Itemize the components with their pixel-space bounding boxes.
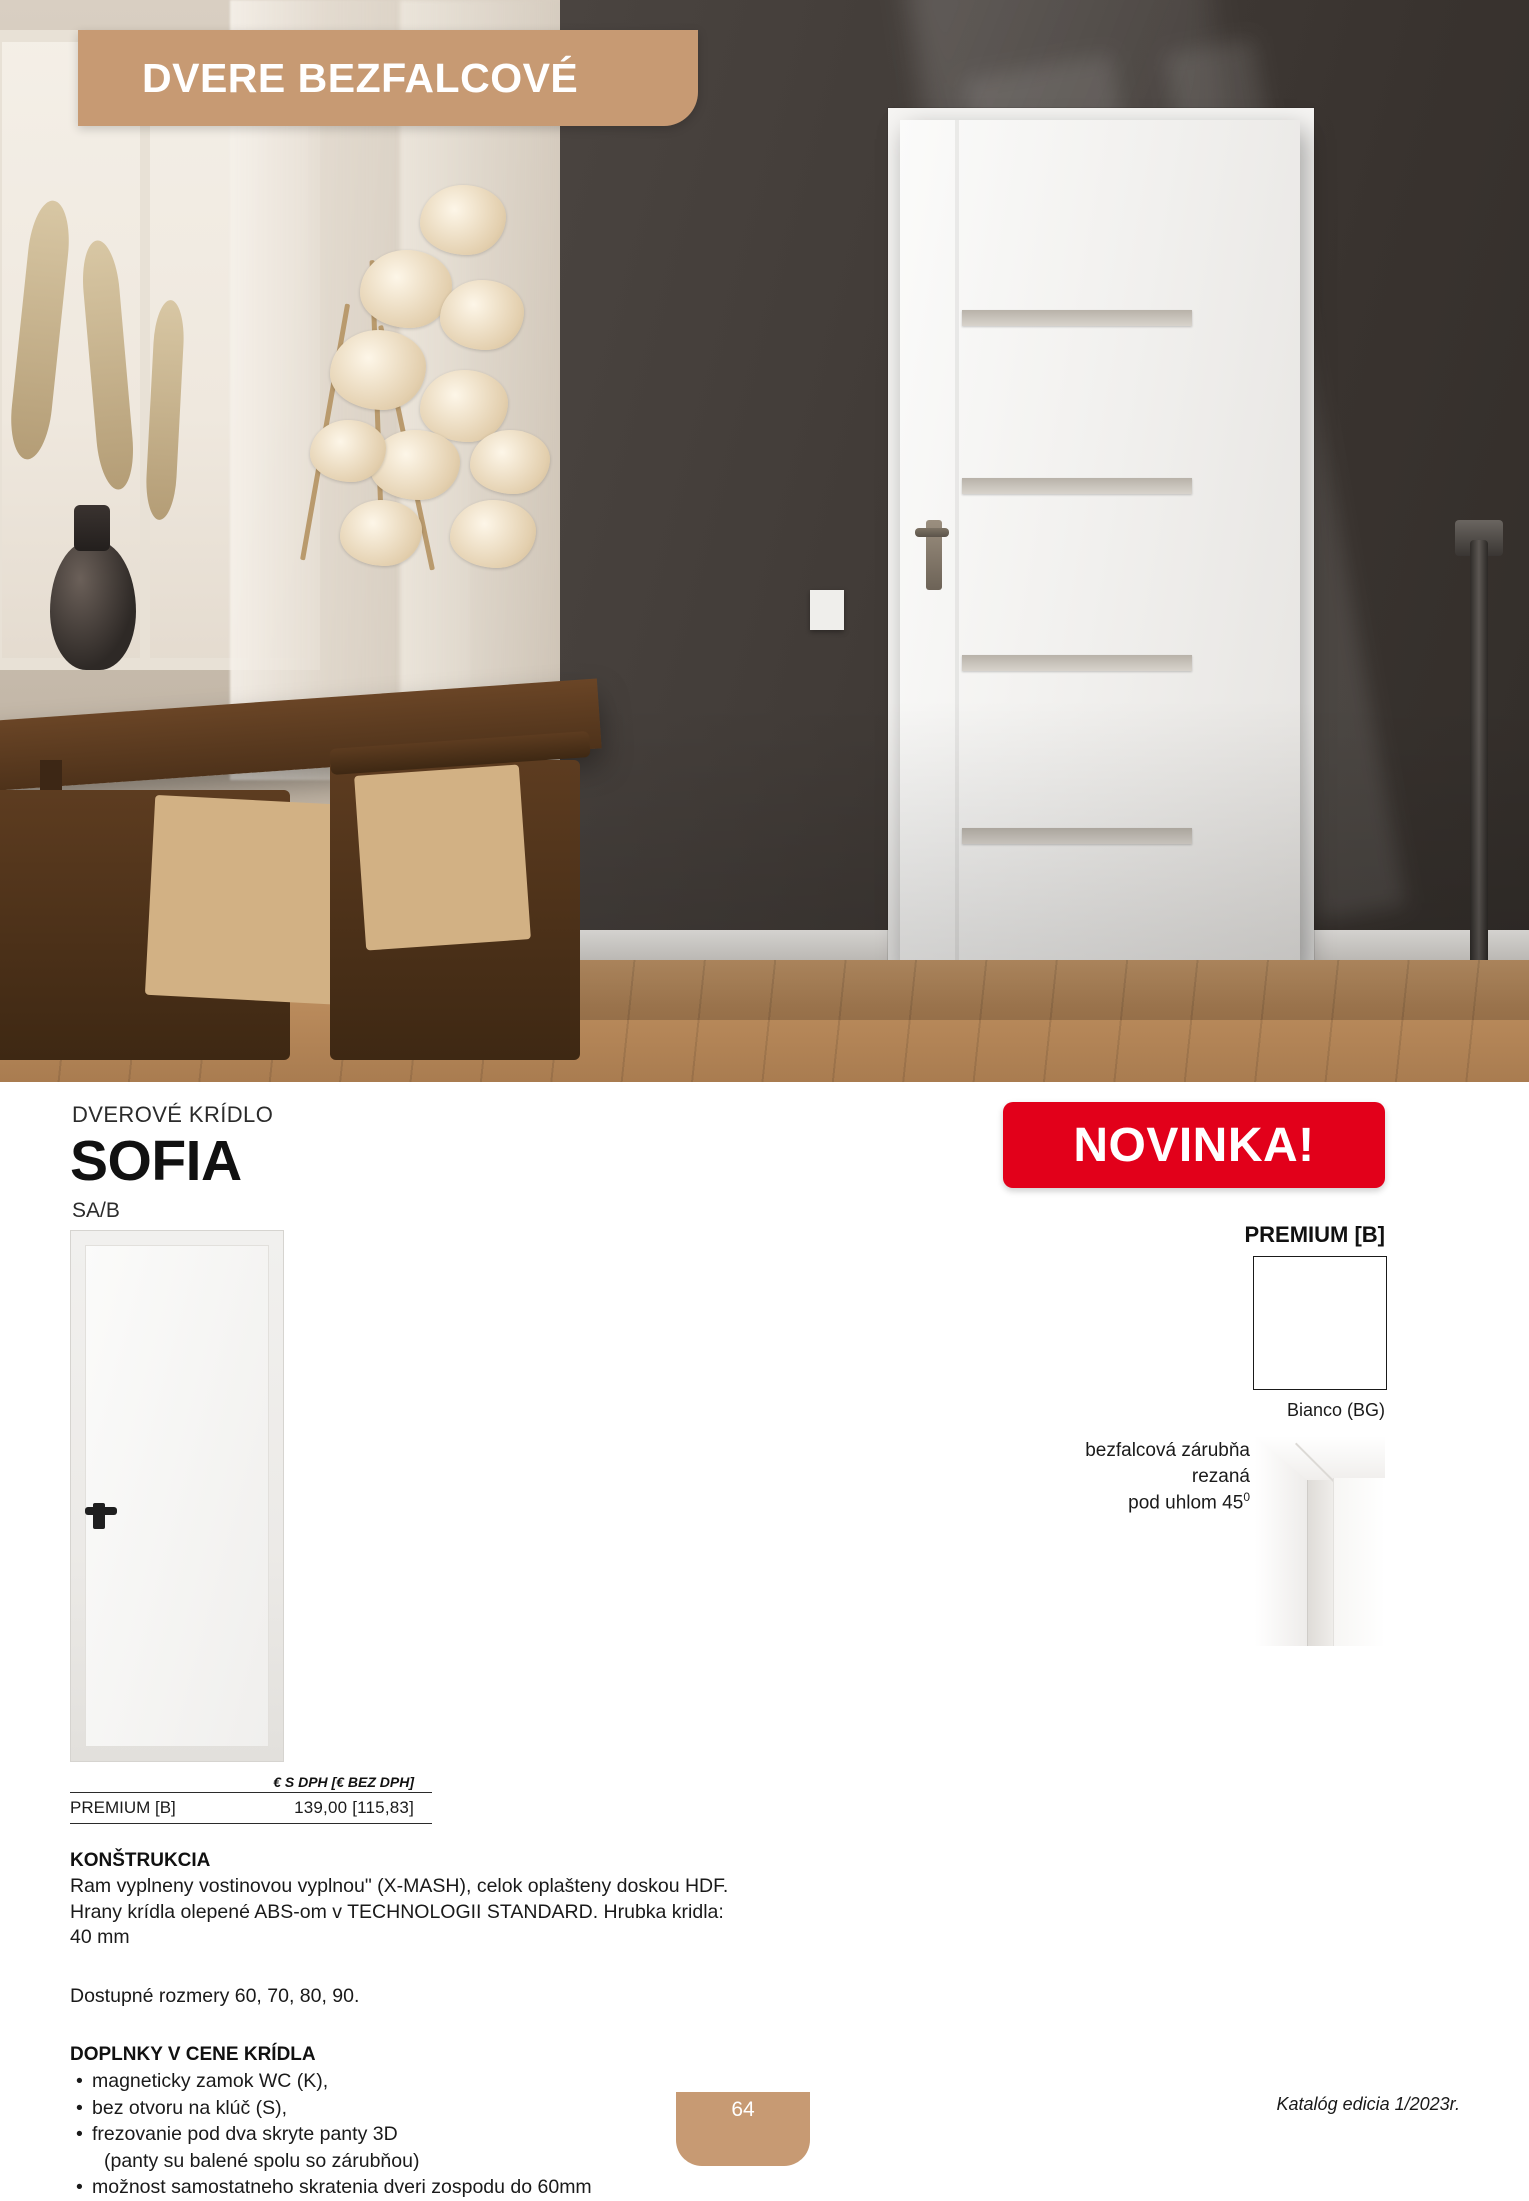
chair-right-cane xyxy=(354,764,531,950)
section-sizes xyxy=(70,1984,730,2010)
dried-bloom-4 xyxy=(420,370,508,442)
door-handle xyxy=(915,528,949,537)
door-product-photo xyxy=(70,1230,284,1762)
frame-caption-line3: pod uhlom 45 xyxy=(1128,1492,1244,1514)
door-photo-handle xyxy=(85,1507,117,1515)
section-construction xyxy=(70,1850,730,1951)
frame-caption-degree: 0 xyxy=(1243,1490,1250,1505)
dried-bloom-1 xyxy=(360,250,452,328)
door-inlay-2 xyxy=(962,478,1192,494)
section-extras xyxy=(70,2044,770,2201)
dried-bloom-2 xyxy=(440,280,524,350)
page-title: DVERE BEZFALCOVÉ xyxy=(142,54,579,101)
frame-caption-line1: bezfalcová zárubňa xyxy=(1085,1440,1250,1461)
status-badge xyxy=(1003,1102,1385,1188)
page-number: 64 xyxy=(731,2098,755,2121)
vase-neck xyxy=(74,505,110,551)
price-row-label: PREMIUM [B] xyxy=(70,1798,176,1817)
hero-photo xyxy=(0,0,1529,1082)
dried-bloom-3 xyxy=(330,330,426,410)
page-number-tab xyxy=(676,2092,810,2166)
section-construction-text: Ram vyplneny vostinovou vyplnou" (X-MASH), celok oplašteny doskou HDF. Hrany krídla olepené ABS-om v TECHNOLOGII STANDARD. Hrubka kridla: 40 mm xyxy=(70,1875,729,1949)
frame-door-leaf xyxy=(1333,1478,1385,1646)
section-extras-title: DOPLNKY V CENE KRÍDLA xyxy=(70,2044,316,2065)
list-item: • bez otvoru na klúč (S), xyxy=(70,2095,770,2122)
window-mullion xyxy=(140,30,150,670)
product-code: SA/B xyxy=(72,1199,120,1222)
price-table xyxy=(70,1774,432,1824)
section-construction-title: KONŠTRUKCIA xyxy=(70,1850,211,1871)
list-item: • frezovanie pod dva skryte panty 3D xyxy=(70,2121,770,2148)
door-photo-panel xyxy=(85,1245,269,1747)
door-inlay-1 xyxy=(962,310,1192,326)
finish-title: PREMIUM [B] xyxy=(1244,1222,1385,1247)
price-table-header: € S DPH [€ BEZ DPH] xyxy=(70,1774,432,1793)
table-row xyxy=(70,1793,432,1824)
frame-caption xyxy=(960,1438,1250,1516)
dried-bloom-5 xyxy=(470,430,550,494)
extras-list xyxy=(70,2068,770,2201)
page-title-tab xyxy=(78,30,698,126)
color-swatch-label: Bianco (BG) xyxy=(1286,1400,1385,1420)
dried-bloom-10 xyxy=(340,500,422,566)
door-inlay-3 xyxy=(962,655,1192,671)
price-row-value: 139,00 [115,83] xyxy=(294,1798,414,1817)
product-name: SOFIA xyxy=(70,1129,242,1193)
light-switch xyxy=(810,590,844,630)
list-item: • magneticky zamok WC (K), xyxy=(70,2068,770,2095)
frame-caption-line3-wrap xyxy=(960,1489,1250,1516)
catalog-note: Katalóg edicia 1/2023r. xyxy=(1276,2094,1460,2114)
frame-caption-line2: rezaná xyxy=(1191,1465,1250,1487)
list-item: (panty su balené spolu so zárubňou) xyxy=(104,2149,420,2172)
dried-bloom-8 xyxy=(310,420,386,482)
chair-left-cane xyxy=(145,795,355,1005)
product-kicker: DVEROVÉ KRÍDLO xyxy=(72,1102,274,1127)
list-item: • možnost samostatneho skratenia dveri zospodu do 60mm xyxy=(70,2174,770,2201)
section-sizes-text: Dostupné rozmery 60, 70, 80, 90. xyxy=(70,1985,360,2007)
floor-shadow xyxy=(560,700,1529,1020)
color-swatch xyxy=(1253,1256,1387,1390)
dried-bloom-9 xyxy=(450,500,536,568)
frame-photo xyxy=(1255,1436,1385,1646)
novinka-label: NOVINKA! xyxy=(1073,1118,1315,1172)
dried-bloom-7 xyxy=(420,185,506,255)
vase xyxy=(50,540,136,670)
